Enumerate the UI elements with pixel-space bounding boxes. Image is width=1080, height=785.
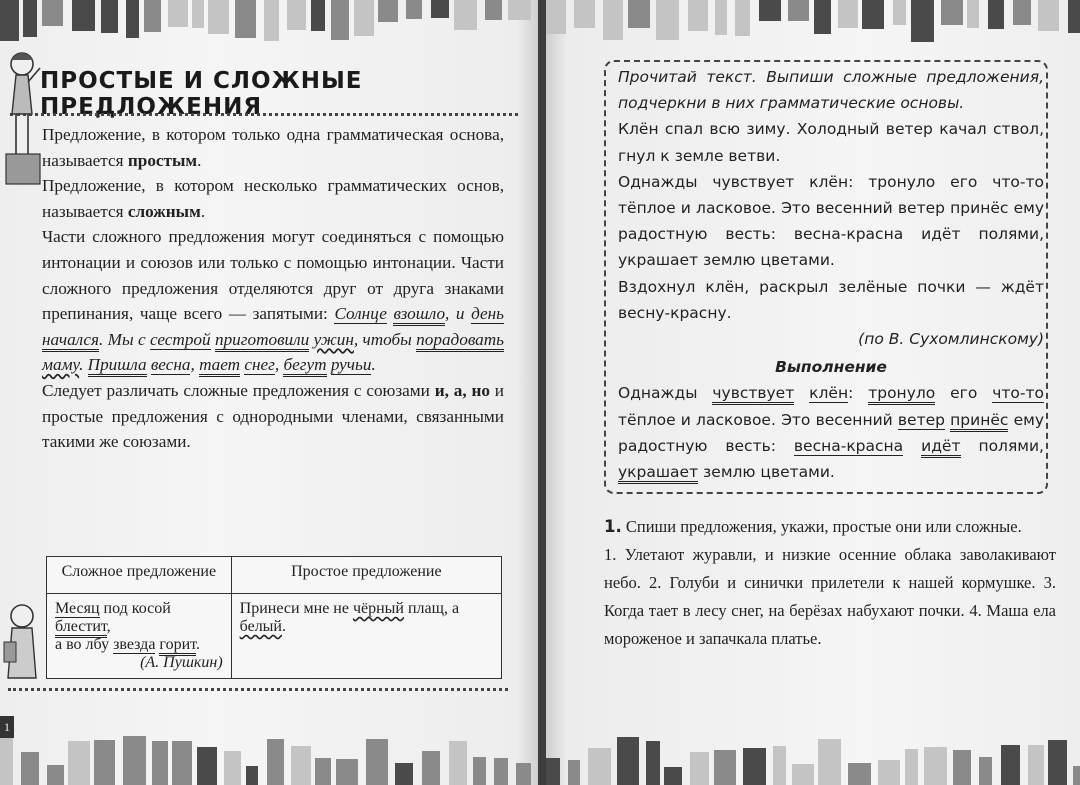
rule-text bbox=[42, 122, 504, 455]
task-number: 1. bbox=[604, 517, 622, 536]
decorative-top-bars bbox=[0, 0, 538, 52]
decorative-bar bbox=[759, 0, 781, 21]
decorative-bar bbox=[94, 740, 115, 785]
left-page bbox=[0, 0, 538, 785]
rule-complex: Предложение, в котором несколько грамматических основ, называется сложным. bbox=[42, 176, 504, 221]
decorative-bar bbox=[714, 750, 736, 785]
decorative-bar bbox=[454, 0, 477, 30]
decorative-bar bbox=[988, 0, 1004, 29]
decorative-bar bbox=[617, 737, 639, 785]
decorative-bar bbox=[267, 739, 284, 785]
decorative-bar bbox=[42, 0, 63, 26]
boy-illustration-icon bbox=[0, 598, 44, 708]
decorative-bar bbox=[893, 0, 906, 25]
decorative-bar bbox=[246, 766, 258, 785]
decorative-bar bbox=[546, 0, 566, 34]
decorative-bar bbox=[1001, 745, 1020, 785]
decorative-bar bbox=[23, 0, 37, 37]
solution-text: Однажды чувствует клён: тронуло его что-то тёплое и ласковое. Это весенний ветер принёс ему радостную весть: весна-красна идёт полями, украшает землю цветами. bbox=[618, 380, 1044, 485]
task-text: 1. Улетают журавли, и низкие осенние облака заволакивают небо. 2. Голуби и синички прилетели к нашей кормушке. 3. Когда тает в лесу снег, на берёзах набухают почки. 4. Маша ела мороженое и запачкала платье. bbox=[604, 545, 1056, 648]
decorative-bottom-bars bbox=[0, 733, 538, 785]
exercise-text bbox=[618, 64, 1044, 485]
decorative-bar bbox=[848, 763, 871, 785]
decorative-bar bbox=[192, 0, 204, 28]
example-sentences: Солнце взошло, и день начался. Мы с сестрой приготовили ужин, чтобы порадовать маму. Пришла весна, тает снег, бегут ручьи. bbox=[42, 304, 504, 377]
decorative-bar bbox=[366, 739, 388, 785]
title-divider bbox=[10, 113, 518, 116]
decorative-bar bbox=[168, 0, 188, 27]
exercise-paragraph-2: Однажды чувствует клён: тронуло его что-то тёплое и ласковое. Это весенний ветер принёс ему радостную весть: весна-красна идёт полями, украшает землю цветами. bbox=[618, 172, 1044, 270]
task-title: Спиши предложения, укажи, простые они или сложные. bbox=[625, 517, 1022, 536]
decorative-bar bbox=[1073, 766, 1080, 785]
decorative-bar bbox=[905, 749, 918, 785]
decorative-bar bbox=[546, 758, 560, 785]
decorative-bar bbox=[126, 0, 139, 38]
decorative-bar bbox=[690, 752, 709, 785]
decorative-bar bbox=[422, 751, 440, 785]
decorative-bar bbox=[485, 0, 502, 20]
solution-label: Выполнение bbox=[775, 358, 887, 377]
decorative-bottom-bars bbox=[546, 733, 1080, 785]
decorative-bar bbox=[395, 763, 413, 785]
decorative-bar bbox=[953, 750, 971, 785]
decorative-bar bbox=[773, 746, 786, 785]
exercise-source: (по В. Сухомлинскому) bbox=[858, 330, 1044, 349]
decorative-bar bbox=[688, 0, 708, 31]
decorative-bar bbox=[378, 0, 398, 22]
table-header-complex: Сложное предложение bbox=[47, 557, 232, 594]
decorative-top-bars bbox=[546, 0, 1080, 52]
decorative-bar bbox=[628, 0, 650, 28]
table-cell-complex: Месяц под косой блестит, а во лбу звезда горит. (А. Пушкин) bbox=[47, 594, 232, 679]
decorative-bar bbox=[431, 0, 449, 18]
decorative-bar bbox=[862, 0, 884, 29]
decorative-bar bbox=[838, 0, 858, 28]
decorative-bar bbox=[291, 746, 311, 785]
decorative-bar bbox=[568, 760, 580, 785]
decorative-bar bbox=[967, 0, 979, 28]
decorative-bar bbox=[1048, 740, 1067, 785]
decorative-bar bbox=[224, 751, 241, 785]
decorative-bar bbox=[331, 0, 349, 40]
exercise-instruction: Прочитай текст. Выпиши сложные предложения, подчеркни в них грамматические основы. bbox=[618, 68, 1044, 113]
decorative-bar bbox=[0, 738, 13, 785]
table-cell-simple: Принеси мне не чёрный плащ, а белый. bbox=[231, 594, 501, 679]
decorative-bar bbox=[715, 0, 727, 35]
decorative-bar bbox=[508, 0, 531, 20]
exercise-paragraph-3: Вздохнул клён, раскрыл зелёные почки — ждёт весну-красну. bbox=[618, 277, 1044, 322]
decorative-bar bbox=[315, 758, 331, 785]
decorative-bar bbox=[911, 0, 934, 42]
decorative-bar bbox=[1028, 745, 1044, 785]
decorative-bar bbox=[878, 760, 900, 785]
decorative-bar bbox=[264, 0, 279, 41]
rule-distinguish: Следует различать сложные предложения с союзами и, а, но и простые предложения с однородными членами, связанными такими же союзами. bbox=[42, 380, 504, 452]
decorative-bar bbox=[406, 0, 422, 19]
decorative-bar bbox=[494, 758, 508, 785]
decorative-bar bbox=[1038, 0, 1059, 31]
decorative-bar bbox=[603, 0, 623, 40]
decorative-bar bbox=[47, 765, 64, 785]
decorative-bar bbox=[735, 0, 750, 36]
title-row bbox=[40, 68, 510, 120]
decorative-bar bbox=[788, 0, 809, 21]
decorative-bar bbox=[941, 0, 963, 25]
table-author: (А. Пушкин) bbox=[140, 654, 223, 671]
decorative-bar bbox=[574, 0, 595, 28]
decorative-bar bbox=[473, 757, 486, 785]
decorative-bar bbox=[144, 0, 161, 32]
decorative-bar bbox=[818, 739, 841, 785]
decorative-bar bbox=[101, 0, 118, 33]
bottom-divider bbox=[8, 688, 508, 691]
decorative-bar bbox=[516, 763, 531, 785]
page-number: 1 bbox=[0, 716, 14, 738]
task-block bbox=[604, 513, 1056, 653]
decorative-bar bbox=[336, 759, 358, 785]
decorative-bar bbox=[152, 741, 168, 785]
decorative-bar bbox=[68, 741, 90, 785]
decorative-bar bbox=[123, 736, 146, 785]
decorative-bar bbox=[979, 757, 992, 785]
decorative-bar bbox=[1013, 0, 1031, 25]
book-gutter bbox=[538, 0, 546, 785]
decorative-bar bbox=[311, 0, 325, 31]
rule-parts: Части сложного предложения могут соединяться с помощью интонации и союзов или только с помощью интонации. Части сложного предложения отделяются друг от друга знаками препинания, чаще всего — запятыми: Солнце взошло, и день начался. Мы с сестрой приготовили ужин, чтобы порадовать маму. Пришла весна, тает снег, бегут ручьи. bbox=[42, 224, 504, 378]
decorative-bar bbox=[664, 767, 682, 785]
decorative-bar bbox=[21, 752, 39, 785]
decorative-bar bbox=[72, 0, 95, 31]
decorative-bar bbox=[287, 0, 306, 30]
task-heading bbox=[604, 513, 1056, 541]
decorative-bar bbox=[235, 0, 256, 38]
decorative-bar bbox=[646, 741, 660, 785]
rule-simple: Предложение, в котором только одна грамматическая основа, называется простым. bbox=[42, 125, 504, 170]
decorative-bar bbox=[814, 0, 831, 34]
decorative-bar bbox=[743, 748, 766, 785]
decorative-bar bbox=[354, 0, 374, 36]
decorative-bar bbox=[172, 741, 192, 785]
decorative-bar bbox=[792, 764, 814, 785]
decorative-bar bbox=[449, 741, 467, 785]
decorative-bar bbox=[1068, 0, 1080, 33]
decorative-bar bbox=[0, 0, 19, 41]
decorative-bar bbox=[197, 747, 217, 785]
decorative-bar bbox=[588, 748, 611, 785]
comparison-table bbox=[46, 556, 502, 679]
decorative-bar bbox=[656, 0, 679, 40]
decorative-bar bbox=[208, 0, 229, 34]
page-title: ПРОСТЫЕ И СЛОЖНЫЕ ПРЕДЛОЖЕНИЯ bbox=[40, 68, 363, 120]
decorative-bar bbox=[924, 747, 947, 785]
exercise-paragraph-1: Клён спал всю зиму. Холодный ветер качал ствол, гнул к земле ветви. bbox=[618, 120, 1044, 165]
table-header-simple: Простое предложение bbox=[231, 557, 501, 594]
